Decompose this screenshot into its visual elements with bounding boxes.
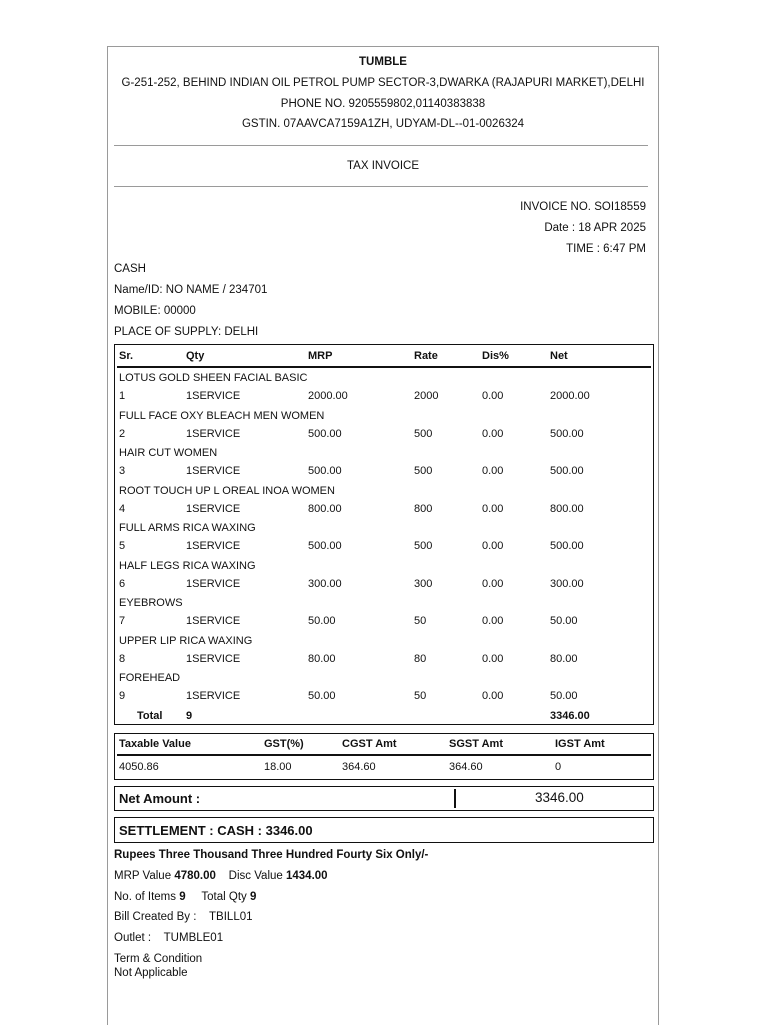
item-dis: 0.00 (482, 577, 504, 590)
net-amount-value: 3346.00 (535, 790, 584, 805)
item-dis: 0.00 (482, 690, 504, 702)
disc-value-label: Disc Value (228, 870, 283, 882)
value-summary (114, 870, 328, 882)
total-qty-value: 9 (249, 891, 257, 903)
tax-gst-value: 18.00 (264, 761, 292, 773)
item-description: LOTUS GOLD SHEEN FACIAL BASIC (119, 372, 308, 384)
item-sr: 8 (119, 652, 126, 665)
shop-phone: PHONE NO. 9205559802,01140383838 (280, 98, 486, 110)
item-net: 50.00 (550, 615, 578, 627)
item-sr: 4 (119, 502, 126, 515)
item-dis: 0.00 (482, 615, 504, 627)
item-qty: 1SERVICE (186, 577, 241, 590)
item-description: EYEBROWS (119, 597, 183, 609)
document-title: TAX INVOICE (347, 160, 419, 172)
item-qty: 1SERVICE (186, 465, 241, 477)
item-net: 500.00 (550, 540, 584, 552)
item-sr: 3 (119, 465, 126, 477)
tax-header-cgst: CGST Amt (342, 738, 397, 750)
tax-header-taxable: Taxable Value (119, 738, 191, 750)
outlet (114, 932, 223, 944)
item-net: 50.00 (550, 690, 578, 702)
invoice-number: INVOICE NO. SOI18559 (520, 201, 646, 213)
tax-cgst-value: 364.60 (342, 761, 376, 773)
outlet-value: TUMBLE01 (163, 932, 224, 944)
total-net: 3346.00 (550, 710, 590, 722)
customer-mobile: MOBILE: 00000 (114, 305, 196, 317)
item-description: HAIR CUT WOMEN (119, 447, 218, 459)
item-mrp: 500.00 (308, 465, 342, 477)
tax-igst-value: 0 (555, 761, 562, 773)
item-qty: 1SERVICE (186, 540, 241, 552)
amount-in-words: Rupees Three Thousand Three Hundred Fourty Six Only/- (114, 849, 429, 861)
item-qty: 1SERVICE (186, 615, 241, 627)
item-sr: 6 (119, 577, 126, 590)
item-dis: 0.00 (482, 465, 504, 477)
invoice-time: TIME : 6:47 PM (566, 243, 646, 255)
header-rule (117, 366, 651, 368)
net-amount-box (114, 786, 654, 811)
tax-taxable-value: 4050.86 (119, 761, 159, 773)
tax-table (114, 733, 654, 780)
item-description: UPPER LIP RICA WAXING (119, 634, 253, 647)
item-net: 500.00 (550, 427, 584, 440)
item-net: 800.00 (550, 502, 584, 515)
item-qty: 1SERVICE (186, 502, 241, 515)
shop-gstin: GSTIN. 07AAVCA7159A1ZH, UDYAM-DL--01-0026324 (241, 118, 525, 130)
tax-header-sgst: SGST Amt (449, 738, 503, 750)
payment-type: CASH (114, 263, 146, 275)
item-rate: 500 (414, 465, 433, 477)
item-dis: 0.00 (482, 390, 504, 402)
outlet-label: Outlet : (114, 932, 152, 944)
item-mrp: 500.00 (308, 427, 342, 440)
item-sr: 1 (119, 390, 126, 402)
item-rate: 800 (414, 502, 433, 515)
item-rate: 500 (414, 427, 433, 440)
item-mrp: 2000.00 (308, 390, 348, 402)
bill-created-value: TBILL01 (209, 911, 253, 923)
col-header-rate: Rate (414, 350, 438, 362)
col-header-sr: Sr. (119, 350, 134, 362)
mrp-value: 4780.00 (174, 870, 216, 882)
item-mrp: 800.00 (308, 502, 342, 515)
total-label: Total (137, 710, 163, 722)
item-description: HALF LEGS RICA WAXING (119, 559, 256, 572)
col-header-net: Net (550, 350, 568, 362)
item-rate: 500 (414, 540, 433, 552)
item-description: FOREHEAD (119, 672, 181, 684)
net-amount-separator (454, 789, 456, 808)
items-count-label: No. of Items (114, 891, 176, 903)
items-count: 9 (179, 891, 186, 903)
item-qty: 1SERVICE (186, 390, 241, 402)
customer-name-id: Name/ID: NO NAME / 234701 (114, 284, 268, 296)
bill-created (114, 911, 253, 923)
item-sr: 9 (119, 690, 126, 702)
divider (114, 145, 648, 146)
tax-sgst-value: 364.60 (449, 761, 483, 773)
bill-created-label: Bill Created By : (114, 911, 197, 923)
total-qty-label: Total Qty (201, 891, 247, 903)
disc-value: 1434.00 (286, 870, 328, 882)
item-sr: 2 (119, 427, 126, 440)
item-rate: 50 (414, 615, 427, 627)
col-header-mrp: MRP (308, 350, 333, 362)
item-dis: 0.00 (482, 540, 504, 552)
item-rate: 50 (414, 690, 427, 702)
count-summary (114, 891, 256, 903)
col-header-dis: Dis% (482, 350, 509, 362)
item-net: 80.00 (550, 652, 578, 665)
item-mrp: 50.00 (308, 690, 336, 702)
item-mrp: 80.00 (308, 652, 336, 665)
net-amount-label: Net Amount : (119, 791, 201, 806)
invoice-page (107, 46, 659, 1025)
tax-header-rule (117, 754, 651, 756)
item-dis: 0.00 (482, 502, 504, 515)
item-description: FULL FACE OXY BLEACH MEN WOMEN (119, 409, 325, 422)
items-table (114, 344, 654, 725)
place-of-supply: PLACE OF SUPPLY: DELHI (114, 326, 259, 338)
mrp-value-label: MRP Value (114, 870, 172, 882)
item-mrp: 50.00 (308, 615, 336, 627)
item-sr: 7 (119, 615, 126, 627)
col-header-qty: Qty (186, 350, 205, 362)
item-qty: 1SERVICE (186, 427, 241, 440)
item-net: 2000.00 (550, 390, 590, 402)
item-dis: 0.00 (482, 652, 504, 665)
item-qty: 1SERVICE (186, 652, 241, 665)
item-mrp: 500.00 (308, 540, 342, 552)
settlement-box (114, 817, 654, 843)
item-description: FULL ARMS RICA WAXING (119, 522, 256, 534)
tax-header-gst: GST(%) (264, 738, 304, 750)
shop-address: G-251-252, BEHIND INDIAN OIL PETROL PUMP SECTOR-3,DWARKA (RAJAPURI MARKET),DELHI (121, 77, 645, 89)
tax-header-igst: IGST Amt (555, 738, 605, 750)
item-dis: 0.00 (482, 427, 504, 440)
item-rate: 2000 (414, 390, 439, 402)
terms-label: Term & Condition (114, 953, 203, 965)
item-rate: 80 (414, 652, 427, 665)
item-sr: 5 (119, 540, 126, 552)
item-description: ROOT TOUCH UP L OREAL INOA WOMEN (119, 484, 335, 497)
settlement-text: SETTLEMENT : CASH : 3346.00 (119, 823, 313, 838)
invoice-date: Date : 18 APR 2025 (544, 222, 646, 234)
divider (114, 186, 648, 187)
item-qty: 1SERVICE (186, 690, 241, 702)
terms-value: Not Applicable (114, 967, 188, 979)
item-net: 300.00 (550, 577, 584, 590)
item-net: 500.00 (550, 465, 584, 477)
item-mrp: 300.00 (308, 577, 342, 590)
item-rate: 300 (414, 577, 433, 590)
shop-name: TUMBLE (359, 56, 407, 68)
total-qty: 9 (186, 710, 193, 722)
